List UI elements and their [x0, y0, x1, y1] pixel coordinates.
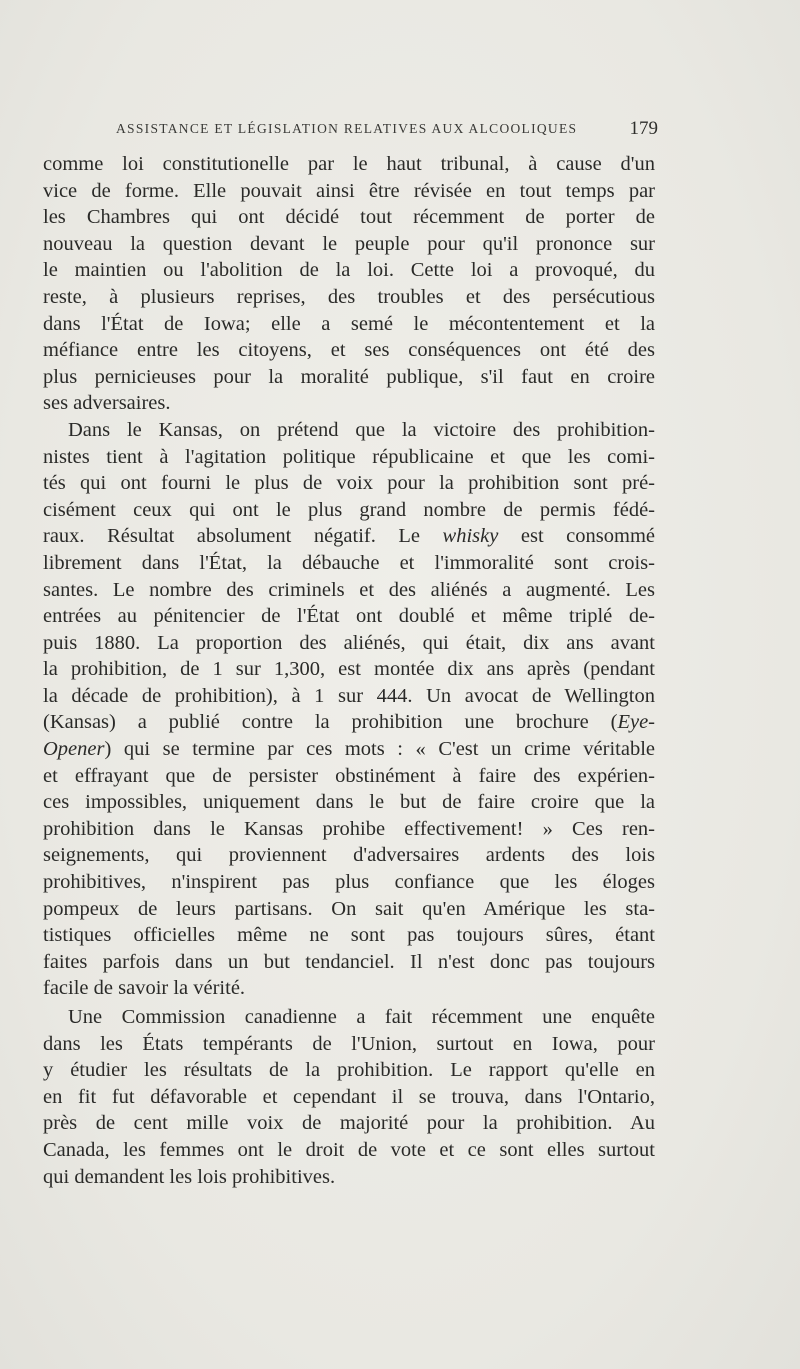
text-segment: (Kansas) a publié contre la prohibition une brochure ( — [43, 711, 618, 734]
text-line: qui demandent les lois prohibitives. — [43, 1165, 336, 1188]
text-line: reste, à plusieurs reprises, des troubles et des persécutious — [43, 285, 655, 308]
text-line: y étudier les résultats de la prohibition. Le rapport qu'elle en — [43, 1059, 655, 1082]
italic-word: Eye- — [617, 711, 655, 734]
text-line: près de cent mille voix de majorité pour la prohibition. Au — [43, 1112, 655, 1135]
text-line: dans l'État de Iowa; elle a semé le mécontentement et la — [43, 312, 655, 335]
text-line: tistiques officielles même ne sont pas toujours sûres, étant — [43, 924, 655, 947]
text-line: nistes tient à l'agitation politique républicaine et que les comi- — [43, 445, 655, 468]
text-line: les Chambres qui ont décidé tout récemment de porter de — [43, 206, 655, 229]
text-line: Dans le Kansas, on prétend que la victoire des prohibition- — [68, 418, 655, 441]
text-line: librement dans l'État, la débauche et l'immoralité sont crois- — [43, 551, 655, 574]
text-line: ses adversaires. — [43, 392, 171, 415]
italic-word: whisky — [442, 525, 499, 548]
text-line: Canada, les femmes ont le droit de vote et ce sont elles surtout — [43, 1138, 655, 1161]
text-line: Une Commission canadienne a fait récemment une enquête — [68, 1006, 655, 1028]
page-number: 179 — [629, 118, 658, 139]
body-text — [43, 151, 655, 1190]
text-line: méfiance entre les citoyens, et ses conséquences ont été des — [43, 339, 655, 362]
running-title: ASSISTANCE ET LÉGISLATION RELATIVES AUX ALCOOLIQUES — [116, 121, 578, 136]
text-line: puis 1880. La proportion des aliénés, qui était, dix ans avant — [43, 631, 655, 654]
text-line: dans les États tempérants de l'Union, surtout en Iowa, pour — [43, 1032, 655, 1055]
text-line-eye-opener-1 — [43, 709, 655, 736]
text-line: vice de forme. Elle pouvait ainsi être révisée en tout temps par — [43, 179, 655, 202]
text-line: facile de savoir la vérité. — [43, 977, 246, 1000]
text-line: faites parfois dans un but tendanciel. Il n'est donc pas toujours — [43, 950, 655, 973]
italic-word: Opener — [43, 738, 105, 761]
text-line: la prohibition, de 1 sur 1,300, est montée dix ans après (pendant — [43, 658, 655, 681]
text-line-whisky — [43, 523, 655, 550]
text-line: plus pernicieuses pour la moralité publique, s'il faut en croire — [43, 365, 655, 388]
text-line: la décade de prohibition), à 1 sur 444. Un avocat de Wellington — [43, 684, 655, 707]
page-header — [116, 118, 656, 144]
text-segment: est consommé — [498, 525, 655, 548]
text-line: le maintien ou l'abolition de la loi. Cette loi a provoqué, du — [43, 259, 655, 282]
text-segment: raux. Résultat absolument négatif. Le — [43, 525, 443, 548]
paragraph-2 — [43, 417, 655, 1002]
text-line: prohibition dans le Kansas prohibe effectivement! » Ces ren- — [43, 817, 655, 840]
text-line: en fit fut défavorable et cependant il se trouva, dans l'Ontario, — [43, 1085, 655, 1108]
text-line: seignements, qui proviennent d'adversaires ardents des lois — [43, 844, 655, 867]
text-line: prohibitives, n'inspirent pas plus confiance que les éloges — [43, 871, 655, 894]
text-line: nouveau la question devant le peuple pour qu'il prononce sur — [43, 232, 655, 255]
paragraph-1 — [43, 151, 655, 417]
text-segment: ) qui se termine par ces mots : « C'est un crime véritable — [104, 738, 655, 761]
text-line: comme loi constitutionelle par le haut tribunal, à cause d'un — [43, 153, 655, 175]
text-line: ces impossibles, uniquement dans le but de faire croire que la — [43, 791, 655, 814]
text-line: santes. Le nombre des criminels et des aliénés a augmenté. Les — [43, 578, 655, 601]
text-line: tés qui ont fourni le plus de voix pour la prohibition sont pré- — [43, 472, 655, 495]
text-line: pompeux de leurs partisans. On sait qu'en Amérique les sta- — [43, 897, 655, 920]
text-line: et effrayant que de persister obstinément à faire des expérien- — [43, 764, 655, 787]
text-line-eye-opener-2 — [43, 736, 655, 763]
text-line: cisément ceux qui ont le plus grand nombre de permis fédé- — [43, 498, 655, 521]
text-line: entrées au pénitencier de l'État ont doublé et même triplé de- — [43, 605, 655, 628]
paragraph-3 — [43, 1004, 655, 1190]
